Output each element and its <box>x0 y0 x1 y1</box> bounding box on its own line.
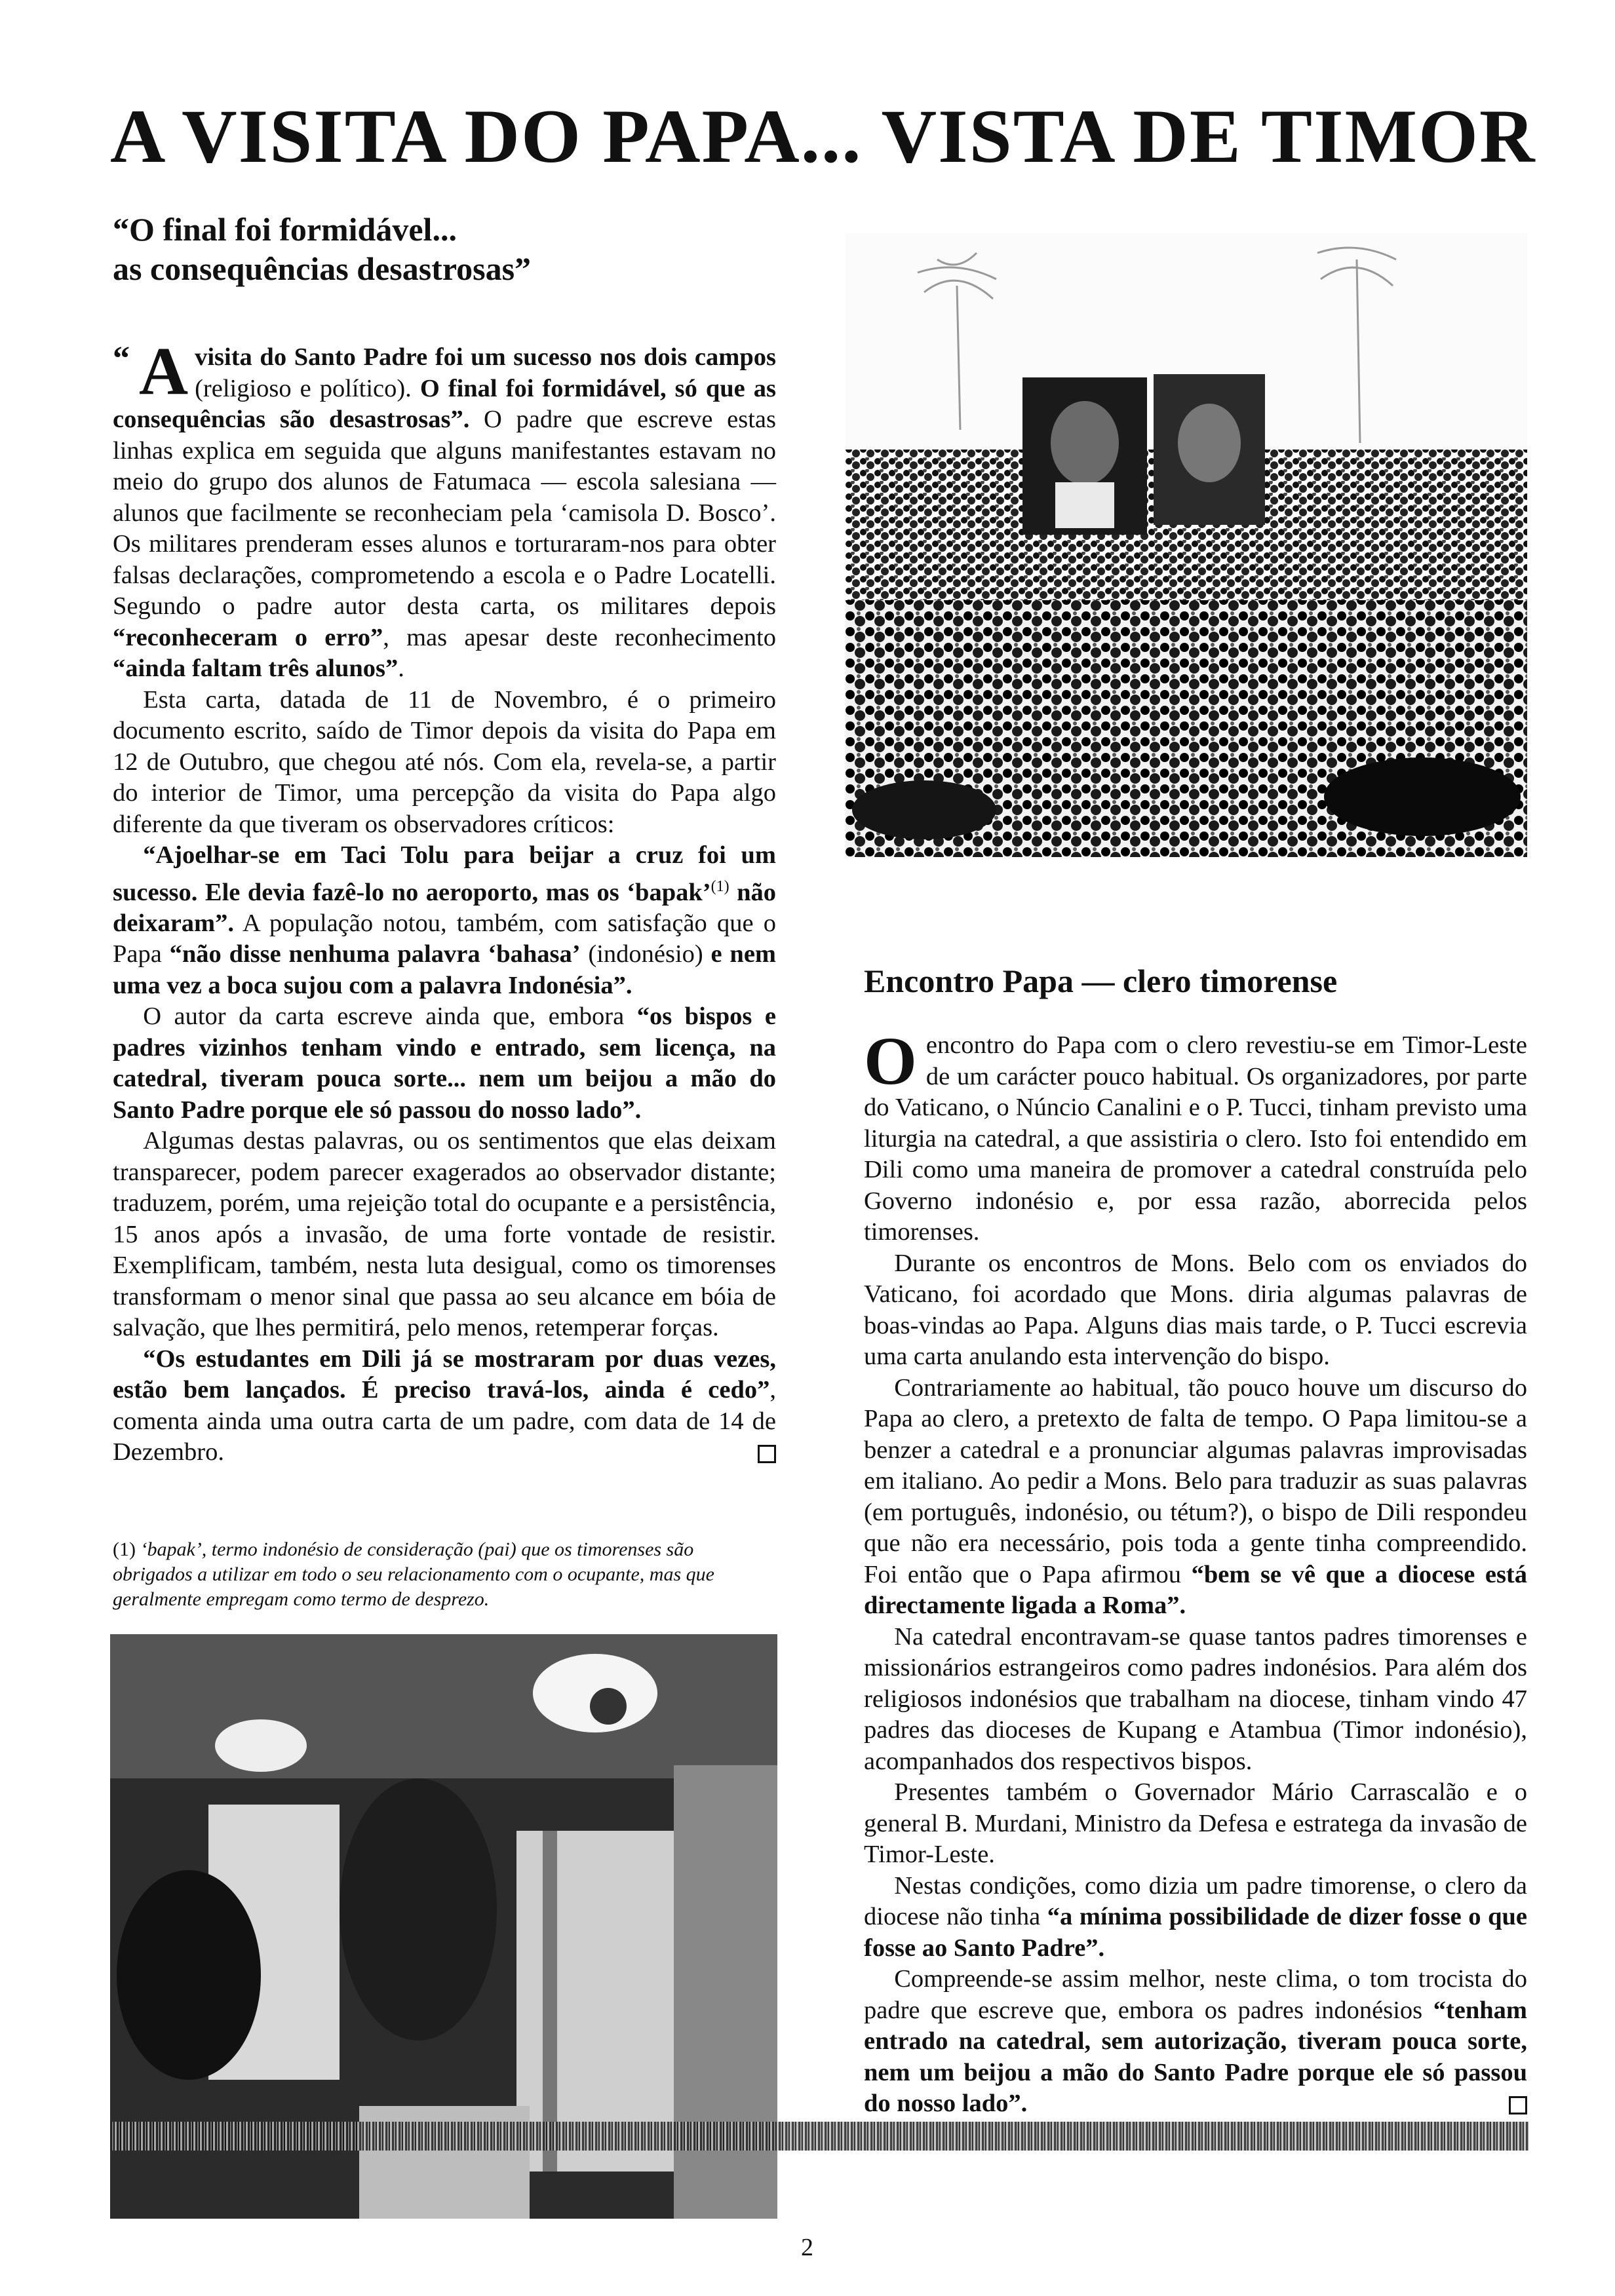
lead-bold-4: “ainda faltam três alunos” <box>113 655 399 682</box>
right-p3-bold: “bem se vê que a diocese está directamente ligada a Roma”. <box>864 1560 1528 1619</box>
right-p7-bold: “tenham entrado na catedral, sem autorização, tiveram pouca sorte, nem um beijou a mão do Santo Padre porque ele só passou do nosso lado”. <box>864 1996 1527 2117</box>
left-paragraph-6 <box>113 1344 776 1468</box>
p6-text: , comenta ainda uma outra carta de um padre, com data de 14 de Dezembro. <box>113 1376 776 1466</box>
subheadline-line-1: “O final foi formidável... <box>113 211 457 248</box>
page-title: A VISITA DO PAPA... VISTA DE TIMOR <box>110 94 1536 179</box>
lead-bold-2: O final foi formidável, só que as consequências são desastrosas”. <box>113 374 776 433</box>
quote-paren: (indonésio) <box>580 940 711 968</box>
footnote-text: termo indonésio de consideração (pai) que os timorenses são obrigados a utilizar em todo o seu relacionamento com o ocupante, mas que geralmente empregam como termo de desprezo. <box>113 1539 714 1610</box>
right-paragraph-1 <box>864 1024 1527 1248</box>
lead-bold-1: visita do Santo Padre foi um sucesso nos dois campos <box>195 343 776 371</box>
lead-paren: (religioso e político). <box>195 374 420 402</box>
bottom-divider <box>110 2122 1528 2151</box>
drop-cap-a: A <box>139 334 189 409</box>
lead-bold-3: “reconheceram o erro” <box>113 623 383 651</box>
right-article <box>864 1024 1528 2120</box>
page-number: 2 <box>801 2234 813 2261</box>
footnote-term: ‘bapak’, <box>140 1539 207 1560</box>
drop-cap-o: O <box>864 1024 917 1099</box>
end-mark-icon <box>1509 2096 1527 2114</box>
quote-bold-2: não deixaram”. <box>113 878 776 937</box>
p6-bold: “Os estudantes em Dili já se mostraram por duas vezes, estão bem lançados. É preciso travá-los, ainda é cedo” <box>113 1345 776 1404</box>
left-paragraph-4 <box>113 1001 776 1126</box>
right-p7-text: Compreende-se assim melhor, neste clima, o tom trocista do padre que escreve que, embora os padres indonésios <box>864 1965 1527 2024</box>
right-article-heading: Encontro Papa — clero timorense <box>864 963 1338 999</box>
left-article <box>113 334 777 1468</box>
right-paragraph-7 <box>864 1964 1527 2120</box>
quote-bold-3: “não disse nenhuma palavra ‘bahasa’ <box>169 940 581 968</box>
right-paragraph-4: Na catedral encontravam-se quase tantos padres timorenses e missionários estrangeiros como padres indonésios. Para além dos religiosos indonésios que trabalham na diocese, tinham vindo 47 padres das dioceses de Kupang e Atambua (Timor indonésio), acompanhados dos respectivos bispos. <box>864 1622 1527 1775</box>
right-p3-text: Contrariamente ao habitual, tão pouco houve um discurso do Papa ao clero, a pretexto de falta de tempo. O Papa limitou-se a benzer a catedral e a pronunciar algumas palavras improvisadas em italiano. Ao pedir a Mons. Belo para traduzir as suas palavras (em português, indonésio, ou tétum?), o bispo de Dili respondeu que não era necessário, pois toda a gente tinha compreendido. Foi então que o Papa afirmou <box>864 1373 1527 1588</box>
subheadline-line-2: as consequências desastrosas” <box>113 250 532 287</box>
lead-end: . <box>398 655 404 682</box>
right-paragraph-3 <box>864 1373 1527 1622</box>
lead-text-2: , mas apesar deste reconhecimento <box>383 623 776 651</box>
quote-bold-4: e nem uma vez a boca sujou com a palavra Indonésia”. <box>113 940 776 999</box>
lead-text: O padre que escreve estas linhas explica em seguida que alguns manifestantes estavam no meio do grupo dos alunos de Fatumaca — escola salesiana — alunos que facilmente se reconheciam pela ‘camisola D. Bosco’. Os militares prenderam esses alunos e torturaram-nos para obter falsas declarações, comprometendo a escola e o Padre Locatelli. Segundo o padre autor desta carta, os militares depois <box>113 406 776 620</box>
p4-text: O autor da carta escreve ainda que, embora <box>143 1003 637 1031</box>
right-paragraph-2: Durante os encontros de Mons. Belo com os enviados do Vaticano, foi acordado que Mons. diria algumas palavras de boas-vindas ao Papa. Alguns dias mais tarde, o P. Tucci escrevia uma carta anulando esta intervenção do bispo. <box>864 1249 1527 1370</box>
left-paragraph-3 <box>113 840 776 1001</box>
right-paragraph-6 <box>864 1871 1527 1964</box>
crowd-photo <box>846 233 1527 857</box>
quote-bold-1: “Ajoelhar-se em Taci Tolu para beijar a cruz foi um sucesso. Ele devia fazê-lo no aeroporto, mas os ‘bapak’ <box>113 841 776 906</box>
footnote-ref: (1) <box>710 877 730 895</box>
footnote-marker: (1) <box>113 1539 136 1560</box>
p4-bold: “os bispos e padres vizinhos tenham vindo e entrado, sem licença, na catedral, tiveram pouca sorte... nem um beijou a mão do Santo Padre porque ele só passou do nosso lado”. <box>113 1003 777 1124</box>
right-paragraph-5: Presentes também o Governador Mário Carrascalão e o general B. Murdani, Ministro da Defesa e estratega da invasão de Timor-Leste. <box>864 1778 1527 1868</box>
subheadline <box>113 210 808 288</box>
footnote <box>113 1537 776 1612</box>
end-mark-icon <box>758 1445 776 1463</box>
left-paragraph-1 <box>113 334 776 685</box>
right-p6-text: Nestas condições, como dizia um padre timorense, o clero da diocese não tinha <box>864 1871 1527 1930</box>
open-quote: “ <box>113 340 130 377</box>
right-p1-text: encontro do Papa com o clero revestiu-se em Timor-Leste de um carácter pouco habitual. Os organizadores, por parte do Vaticano, o Núncio Canalini e o P. Tucci, tinham previsto uma liturgia na catedral, a que assistiria o clero. Isto foi entendido em Dili como uma maneira de promover a catedral construída pelo Governo indonésio e, por essa razão, aborrecida pelos timorenses. <box>864 1031 1527 1246</box>
left-paragraph-2: Esta carta, datada de 11 de Novembro, é o primeiro documento escrito, saído de Timor depois da visita do Papa em 12 de Outubro, que chegou até nós. Com ela, revela-se, a partir do interior de Timor, uma percepção da visita do Papa algo diferente da que tiveram os observadores críticos: <box>113 685 776 838</box>
right-p6-bold: “a mínima possibilidade de dizer fosse o que fosse ao Santo Padre”. <box>864 1903 1527 1962</box>
left-paragraph-5: Algumas destas palavras, ou os sentimentos que elas deixam transparecer, podem parecer exagerados ao observador distante; traduzem, porém, uma rejeição total do ocupante e a persistência, 15 anos após a invasão, de uma forte vontade de resistir. Exemplificam, também, nesta luta desigual, como os timorenses transformam o menor sinal que passa ao seu alcance em bóia de salvação, que lhes permitirá, pelo menos, retemperar forças. <box>113 1127 776 1342</box>
quote-text: A população notou, também, com satisfação que o Papa <box>113 909 776 968</box>
